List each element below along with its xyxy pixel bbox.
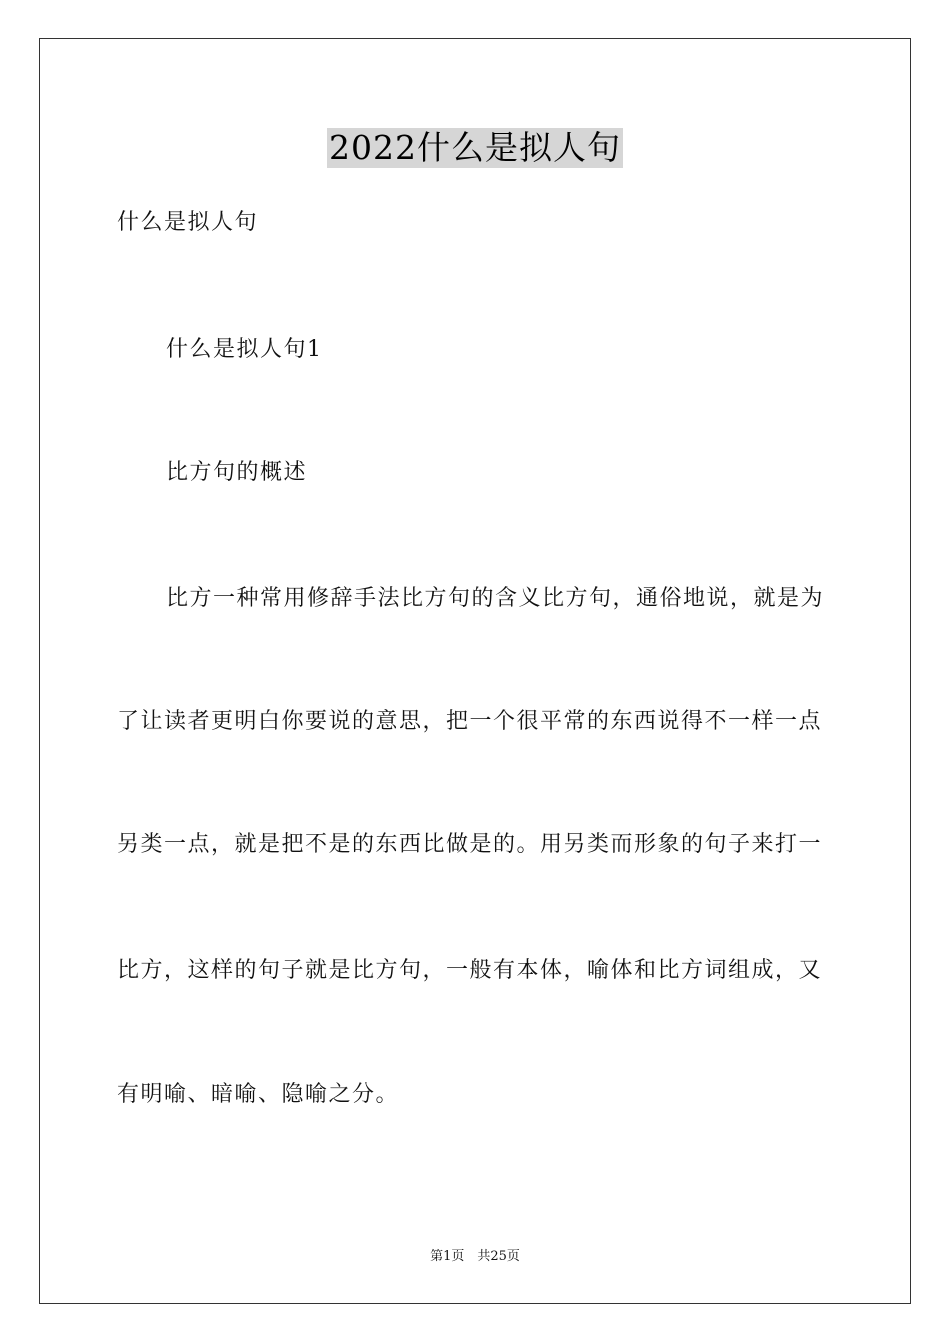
paragraph-line: 比方一种常用修辞手法比方句的含义比方句，通俗地说，就是为 [166, 586, 825, 611]
document-subtitle: 什么是拟人句 [117, 210, 259, 235]
section-subheading: 比方句的概述 [166, 460, 308, 485]
document-title: 2022什么是拟人句 [329, 128, 621, 167]
paragraph-line: 了让读者更明白你要说的意思，把一个很平常的东西说得不一样一点 [117, 709, 823, 734]
paragraph-line: 另类一点，就是把不是的东西比做是的。用另类而形象的句子来打一 [117, 832, 823, 857]
paragraph-line: 比方，这样的句子就是比方句，一般有本体，喻体和比方词组成，又 [117, 958, 823, 983]
page-footer: 第1页 共25页 [430, 1249, 520, 1264]
section-heading: 什么是拟人句1 [166, 337, 323, 362]
title-container [0, 128, 950, 168]
paragraph-line: 有明喻、暗喻、隐喻之分。 [117, 1082, 400, 1107]
